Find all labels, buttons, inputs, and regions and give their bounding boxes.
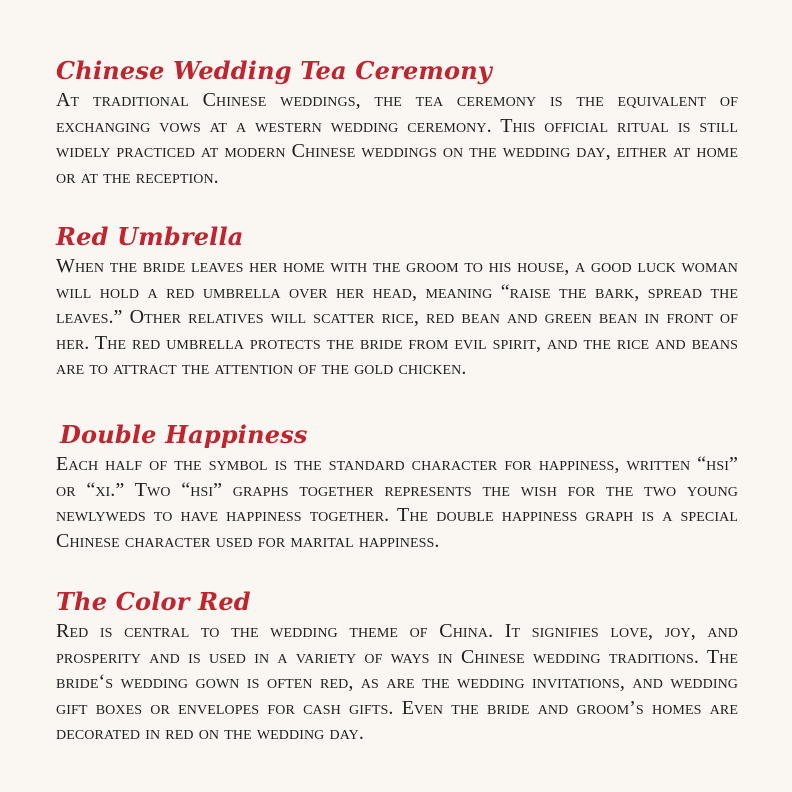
section-red-umbrella xyxy=(56,220,738,382)
section-heading: Red Umbrella xyxy=(56,222,244,251)
section-heading: Chinese Wedding Tea Ceremony xyxy=(56,56,493,85)
section-body: Red is central to the wedding theme of China. It signifies love, joy, and prosperity and is used in a variety of ways in Chinese wedding traditions. The bride‘s wedding gown is often red, as are the wedding invitations, and wedding gift boxes or envelopes for cash gifts. Even the bride and groom’s homes are decorated in red on the wedding day. xyxy=(56,620,738,744)
section-double-happiness xyxy=(56,418,738,554)
section-body: When the bride leaves her home with the groom to his house, a good luck woman will hold a red umbrella over her head, meaning “raise the bark, spread the leaves.” Other relatives will scatter rice, red bean and green bean in front of her. The red umbrella protects the bride from evil spirit, and the rice and beans are to attract the attention of the gold chicken. xyxy=(56,255,738,379)
section-heading: Double Happiness xyxy=(60,420,308,449)
section-color-red xyxy=(56,585,738,747)
section-heading: The Color Red xyxy=(56,587,251,616)
section-body: At traditional Chinese weddings, the tea ceremony is the equivalent of exchanging vows at a western wedding ceremony. This official ritual is still widely practiced at modern Chinese weddings on the wedding day, either at home or at the reception. xyxy=(56,89,738,188)
section-body: Each half of the symbol is the standard character for happiness, written “hsi” or “xi.” Two “hsi” graphs together represents the wish for the two young newlyweds to have happiness together. The double happiness graph is a special Chinese character used for marital happiness. xyxy=(56,453,738,552)
section-tea-ceremony xyxy=(56,54,738,190)
